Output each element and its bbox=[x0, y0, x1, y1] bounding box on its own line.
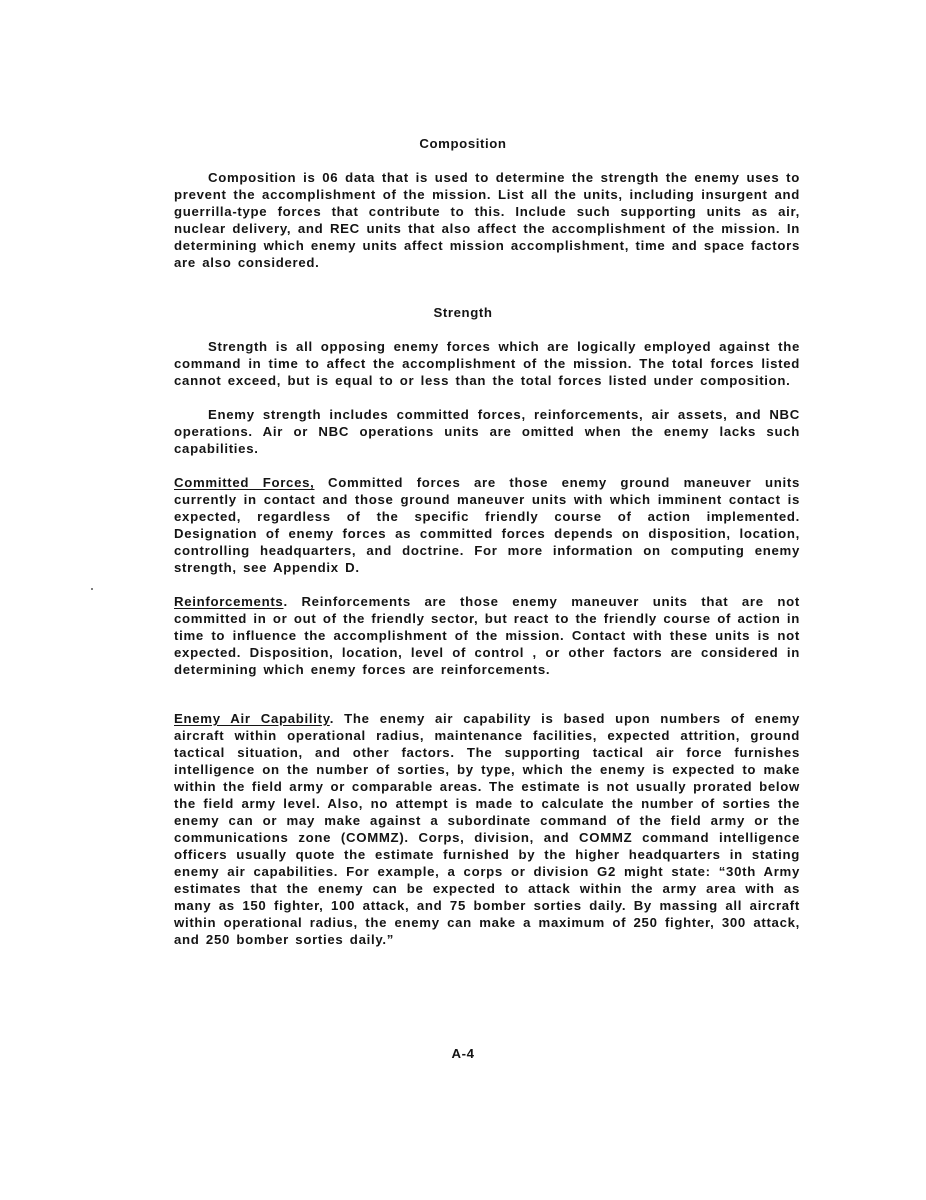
composition-heading: Composition bbox=[419, 136, 507, 151]
reinforcements-body: . Reinforcements are those enemy maneuver units that are not committed in or out of the friendly sector, but react to the friendly course of action in time to influence the accomplishment of the mission. Contact with these units is not expected. Disposition, location, level of control , or other factors are considered in determining which enemy forces are reinforcements. bbox=[174, 594, 800, 677]
committed-forces-lead: Committed Forces, bbox=[174, 475, 315, 490]
composition-paragraph: Composition is 06 data that is used to determine the strength the enemy uses to prevent the accomplishment of the mission. List all the units, including insurgent and guerrilla-type forces that contribute to this. Include such supporting units as air, nuclear delivery, and REC units that also affect the accomplishment of the mission. In determining which enemy units affect mission accomplishment, time and space factors are also considered. bbox=[174, 170, 800, 270]
strength-paragraph-2: Enemy strength includes committed forces, reinforcements, air assets, and NBC operations. Air or NBC operations units are omitted when the enemy lacks such capabilities. bbox=[174, 407, 800, 456]
strength-paragraph-1: Strength is all opposing enemy forces which are logically employed against the command in time to affect the accomplishment of the mission. The total forces listed cannot exceed, but is equal to or less than the total forces listed under composition. bbox=[174, 339, 800, 388]
enemy-air-capability-lead: Enemy Air Capability bbox=[174, 711, 330, 726]
strength-heading: Strength bbox=[433, 305, 493, 320]
enemy-air-capability-body: . The enemy air capability is based upon numbers of enemy aircraft within operational radius, maintenance facilities, expected attrition, ground tactical situation, and other factors. The supporting tactical air force furnishes intelligence on the number of sorties, by type, which the enemy is expected to make within the field army or comparable areas. The estimate is not usually prorated below the field army level. Also, no attempt is made to calculate the number of sorties the enemy can or may make against a subordinate command of the field army or the communications zone (COMMZ). Corps, division, and COMMZ command intelligence officers usually quote the estimate furnished by the higher headquarters in stating enemy air capabilities. For example, a corps or division G2 might state: “30th Army estimates that the enemy can be expected to attack within the army area with as many as 150 fighter, 100 attack, and 75 bomber sorties daily. By massing all aircraft within operational radius, the enemy can make a maximum of 250 fighter, 300 attack, and 250 bomber sorties daily.” bbox=[174, 711, 800, 947]
committed-forces-body: Committed forces are those enemy ground maneuver units currently in contact and those ground maneuver units with which imminent contact is expected, regardless of the specific friendly course of action implemented. Designation of enemy forces as committed forces depends on disposition, location, controlling headquarters, and doctrine. For more information on computing enemy strength, see Appendix D. bbox=[174, 475, 800, 575]
enemy-air-capability-paragraph bbox=[174, 710, 800, 948]
stray-mark bbox=[91, 588, 93, 590]
page-number: A-4 bbox=[451, 1046, 475, 1061]
committed-forces-paragraph bbox=[174, 474, 800, 576]
reinforcements-lead: Reinforcements bbox=[174, 594, 284, 609]
reinforcements-paragraph bbox=[174, 593, 800, 678]
